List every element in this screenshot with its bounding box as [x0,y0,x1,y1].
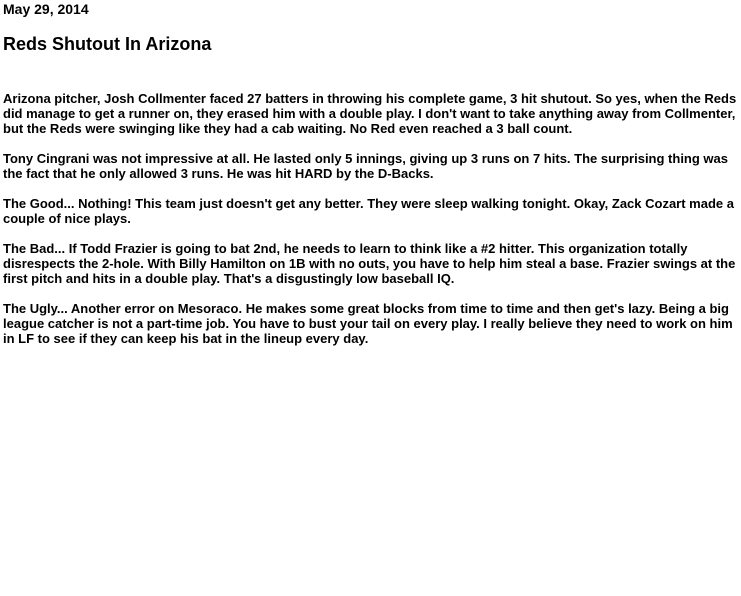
post-body [3,91,739,361]
post-paragraph: The Ugly... Another error on Mesoraco. He makes some great blocks from time to time and then get's lazy. Being a big league catcher is not a part-time job. You have to bust your tail on every play. I really believe they need to work on him in LF to see if they can keep his bat in the lineup every day. [3,301,733,346]
post-date: May 29, 2014 [3,1,89,17]
post-title: Reds Shutout In Arizona [3,34,212,54]
post-paragraph: Arizona pitcher, Josh Collmenter faced 27 batters in throwing his complete game, 3 hit shutout. So yes, when the Reds did manage to get a runner on, they erased him with a double play. I don't want to take anything away from Collmenter, but the Reds were swinging like they had a cab waiting. No Red even reached a 3 ball count. [3,91,737,136]
post-paragraph: The Good... Nothing! This team just doesn't get any better. They were sleep walking tonight. Okay, Zack Cozart made a couple of nice plays. [3,196,734,226]
post-paragraph: Tony Cingrani was not impressive at all. He lasted only 5 innings, giving up 3 runs on 7 hits. The surprising thing was the fact that he only allowed 3 runs. He was hit HARD by the D-Backs. [3,151,728,181]
post-paragraph: The Bad... If Todd Frazier is going to bat 2nd, he needs to learn to think like a #2 hitter. This organization totally disrespects the 2-hole. With Billy Hamilton on 1B with no outs, you have to help him steal a base. Frazier swings at the first pitch and hits in a double play. That's a disgustingly low baseball IQ. [3,241,736,286]
